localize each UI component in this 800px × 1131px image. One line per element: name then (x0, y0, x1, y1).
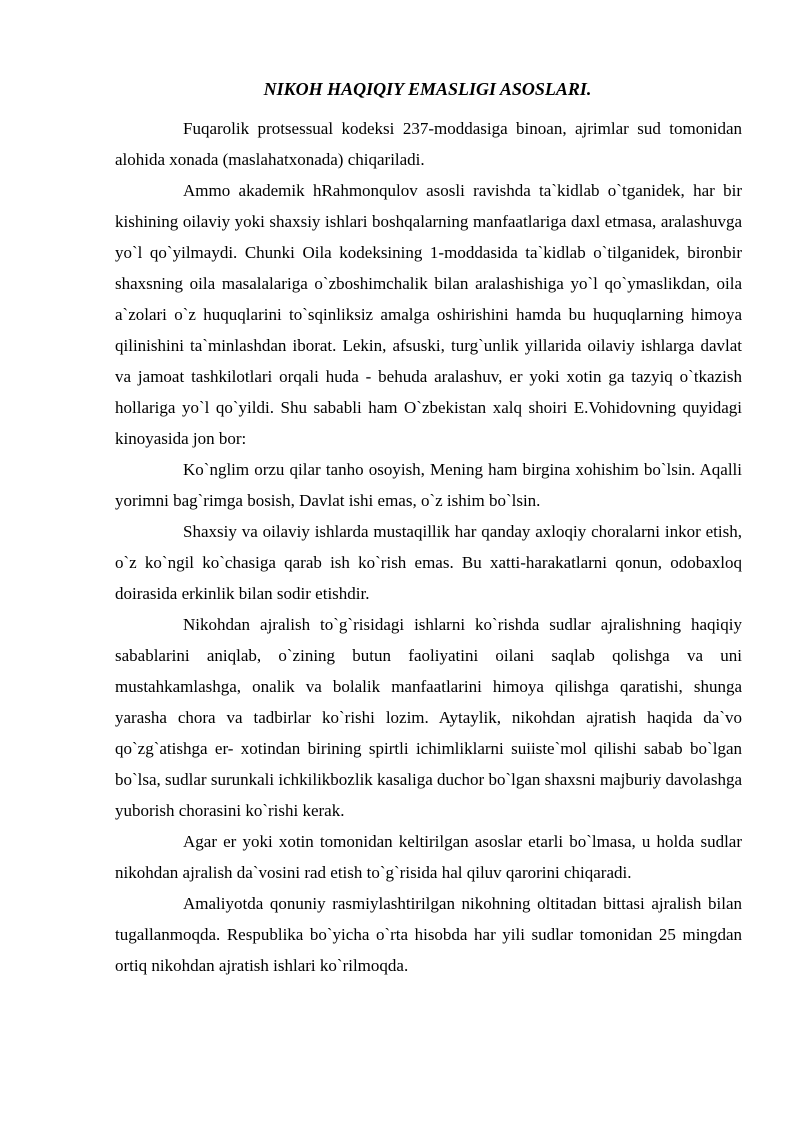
document-body (115, 113, 742, 981)
document-title: NIKOH HAQIQIY EMASLIGI ASOSLARI. (263, 79, 592, 99)
paragraph-insufficient-grounds: Agar er yoki xotin tomonidan keltirilgan asoslar etarli bo`lmasa, u holda sudlar nikohdan ajralish da`vosini rad etish to`g`risida hal qiluv qarorini chiqaradi. (115, 832, 742, 882)
paragraph-independence: Shaxsiy va oilaviy ishlarda mustaqillik har qanday axloqiy choralarni inkor etish, o`z ko`ngil ko`chasiga qarab ish ko`rish emas. Bu xatti-harakatlarni qonun, odobaxloq doirasida erkinlik bilan sodir etishdir. (115, 522, 742, 603)
paragraph-procedural-code: Fuqarolik protsessual kodeksi 237-moddasiga binoan, ajrimlar sud tomonidan alohida xonada (maslahatxonada) chiqariladi. (115, 119, 742, 169)
paragraph-statistics: Amaliyotda qonuniy rasmiylashtirilgan nikohning oltitadan bittasi ajralish bilan tugallanmoqda. Respublika bo`yicha o`rta hisobda har yili sudlar tomonidan 25 mingdan ortiq nikohdan ajratish ishlari ko`rilmoqda. (115, 894, 742, 975)
paragraph-divorce-cases: Nikohdan ajralish to`g`risidagi ishlarni ko`rishda sudlar ajralishning haqiqiy sabablarini aniqlab, o`zining butun faoliyatini oilani saqlab qolishga va uni mustahkamlashga, onalik va bolalik manfaatlarini himoya qilishga qaratishi, shunga yarasha chora va tadbirlar ko`rishi lozim. Aytaylik, nikohdan ajratish haqida da`vo qo`zg`atishga er- xotindan birining spirtli ichimliklarni suiiste`mol qilishi sabab bo`lgan bo`lsa, sudlar surunkali ichkilikbozlik kasaliga duchor bo`lgan shaxsni majburiy davolashga yuborish chorasini ko`rishi kerak. (115, 615, 742, 820)
paragraph-rahmonqulov: Ammo akademik hRahmonqulov asosli ravishda ta`kidlab o`tganidek, har bir kishining oilaviy yoki shaxsiy ishlari boshqalarning manfaatlariga daxl etmasa, aralashuvga yo`l qo`yilmaydi. Chunki Oila kodeksining 1-moddasida ta`kidlab o`tilganidek, bironbir shaxsning oila masalalariga o`zboshimchalik bilan aralashishiga yo`l qo`ymaslikdan, oila a`zolari o`z huquqlarini to`sqinliksiz amalga oshirishini hamda bu huquqlarning himoya qilinishini ta`minlashdan iborat. Lekin, afsuski, turg`unlik yillarida oilaviy ishlarga davlat va jamoat tashkilotlari orqali huda - behuda aralashuv, er yoki xotin ga tazyiq o`tkazish hollariga yo`l qo`yildi. Shu sababli ham O`zbekistan xalq shoiri E.Vohidovning quyidagi kinoyasida jon bor: (115, 181, 742, 448)
paragraph-poem: Ko`nglim orzu qilar tanho osoyish, Mening ham birgina xohishim bo`lsin. Aqalli yorimni bag`rimga bosish, Davlat ishi emas, o`z ishim bo`lsin. (115, 460, 742, 510)
